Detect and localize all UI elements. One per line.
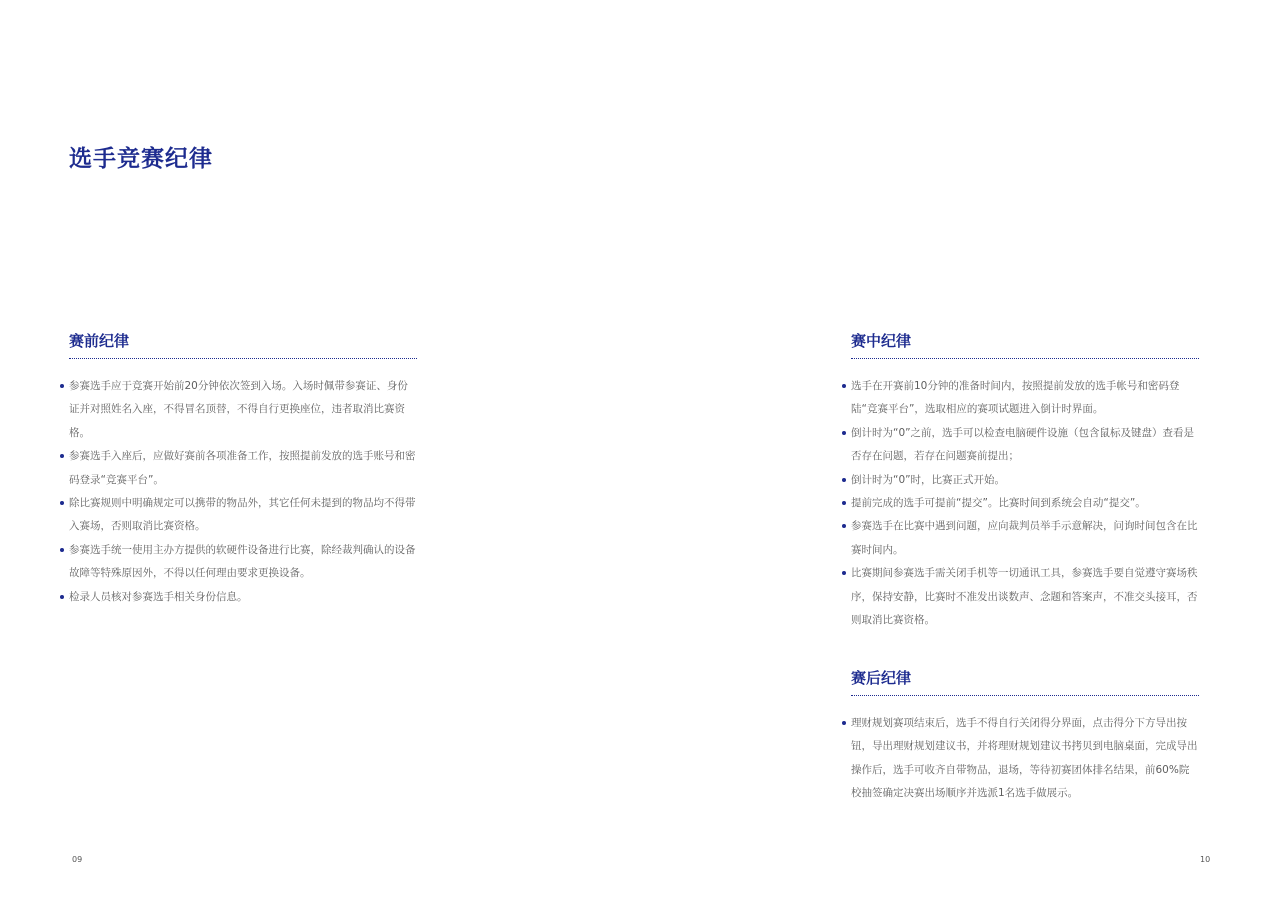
- during-rules-list: [851, 375, 1199, 632]
- bullet-icon: [842, 431, 846, 435]
- list-item: 倒计时为“0”之前，选手可以检查电脑硬件设施（包含鼠标及键盘）查看是否存在问题，若存在问题赛前提出；: [851, 422, 1199, 469]
- bullet-icon: [842, 478, 846, 482]
- post-rules-list: [851, 712, 1199, 806]
- list-item: 参赛选手统一使用主办方提供的软硬件设备进行比赛，除经裁判确认的设备故障等特殊原因外，不得以任何理由要求更换设备。: [69, 539, 417, 586]
- page-number-right: 10: [1200, 855, 1211, 864]
- list-item: 参赛选手入座后，应做好赛前各项准备工作，按照提前发放的选手账号和密码登录“竞赛平台”。: [69, 445, 417, 492]
- bullet-icon: [60, 454, 64, 458]
- bullet-icon: [842, 524, 846, 528]
- pre-match-rules-section: [69, 330, 417, 609]
- list-item: 提前完成的选手可提前“提交”。比赛时间到系统会自动“提交”。: [851, 492, 1199, 515]
- section-heading-during: 赛中纪律: [851, 330, 1199, 359]
- bullet-icon: [842, 384, 846, 388]
- list-item: 理财规划赛项结束后，选手不得自行关闭得分界面，点击得分下方导出按钮，导出理财规划建议书，并将理财规划建议书拷贝到电脑桌面，完成导出操作后，选手可收齐自带物品，退场，等待初赛团体排名结果，前60%院校抽签确定决赛出场顺序并选派1名选手做展示。: [851, 712, 1199, 806]
- bullet-icon: [842, 501, 846, 505]
- list-item: 比赛期间参赛选手需关闭手机等一切通讯工具，参赛选手要自觉遵守赛场秩序，保持安静，比赛时不准发出谈数声、念题和答案声，不准交头接耳，否则取消比赛资格。: [851, 562, 1199, 632]
- pre-rules-list: [69, 375, 417, 609]
- bullet-icon: [60, 595, 64, 599]
- section-heading-post: 赛后纪律: [851, 667, 1199, 696]
- list-item: 检录人员核对参赛选手相关身份信息。: [69, 586, 417, 609]
- post-match-rules-section: [851, 667, 1199, 806]
- in-match-rules-section: [851, 330, 1199, 632]
- bullet-icon: [60, 501, 64, 505]
- bullet-icon: [842, 571, 846, 575]
- list-item: 倒计时为“0”时，比赛正式开始。: [851, 469, 1199, 492]
- page-number-left: 09: [72, 855, 83, 864]
- bullet-icon: [60, 384, 64, 388]
- bullet-icon: [842, 721, 846, 725]
- list-item: 参赛选手在比赛中遇到问题，应向裁判员举手示意解决，问询时间包含在比赛时间内。: [851, 515, 1199, 562]
- list-item: 除比赛规则中明确规定可以携带的物品外，其它任何未提到的物品均不得带入赛场，否则取消比赛资格。: [69, 492, 417, 539]
- bullet-icon: [60, 548, 64, 552]
- list-item: 参赛选手应于竞赛开始前20分钟依次签到入场。入场时佩带参赛证、身份证并对照姓名入座，不得冒名顶替，不得自行更换座位，违者取消比赛资格。: [69, 375, 417, 445]
- list-item: 选手在开赛前10分钟的准备时间内，按照提前发放的选手帐号和密码登陆“竞赛平台”，选取相应的赛项试题进入倒计时界面。: [851, 375, 1199, 422]
- page-title: 选手竞赛纪律: [69, 146, 213, 172]
- section-heading-pre: 赛前纪律: [69, 330, 417, 359]
